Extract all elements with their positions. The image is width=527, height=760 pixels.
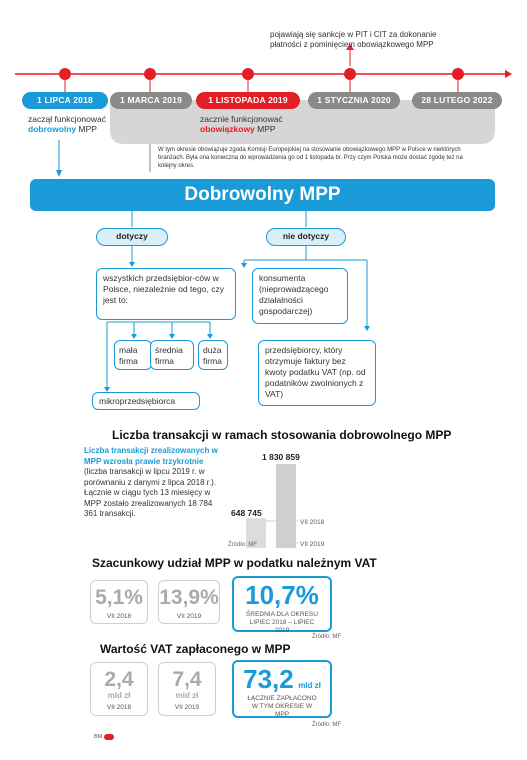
- vat-paid-2018-unit: mld zł: [107, 691, 131, 700]
- vat-share-box-average: [232, 576, 332, 632]
- bar-category-label-1: VII 2018: [300, 519, 325, 526]
- vat-paid-total-unit: mld zł: [298, 681, 321, 690]
- footer-mark: [94, 734, 114, 740]
- voluntary-mpp-title: Dobrowolny MPP: [30, 179, 495, 211]
- vat-share-heading: Szacunkowy udział MPP w podatku należnym VAT: [92, 556, 377, 570]
- logo-icon: [104, 734, 114, 740]
- bar-value-label-2: 1 830 859: [262, 452, 300, 462]
- timeline-dot-1: [59, 68, 71, 80]
- vat-paid-box-2019: [158, 662, 216, 716]
- date-pill-1: 1 LIPCA 2018: [22, 92, 108, 109]
- vat-paid-total-line: [234, 665, 330, 693]
- vat-paid-box-2018: [90, 662, 148, 716]
- timeline-dot-4: [344, 68, 356, 80]
- footer-mark-text: BM: [94, 734, 103, 740]
- vat-share-source: Źródło: MF: [312, 634, 342, 640]
- consumer-box: konsumenta (nieprowadzącego działalności gospodarczej): [252, 268, 348, 324]
- note-voluntary-text-1: zaczął funkcjonować: [28, 114, 106, 124]
- gray-period-note: W tym okresie obowiązuje zgoda Komisji Europejskiej na stosowanie obowiązkowego MPP w Polsce w niektórych branżach. Była ona konieczna do wprowadzenia go od 1 listopada br. Przy czym Polska może dostać zgodę też na kolejny okres.: [158, 147, 463, 169]
- note-mandatory-text-3: MPP: [254, 124, 276, 134]
- micro-box: mikroprzedsiębiorca: [92, 392, 200, 410]
- bar-2: [276, 464, 296, 548]
- bar-category-label-2: VII 2019: [300, 541, 325, 548]
- vat-exempt-box: przedsiębiorcy, który otrzymuje faktury bez kwoty podatku VAT (np. od podatników zwolnionych z VAT): [258, 340, 376, 406]
- vat-paid-total-label: ŁĄCZNIE ZAPŁACONO W TYM OKRESIE W MPP: [247, 695, 317, 718]
- date-pill-4: 1 STYCZNIA 2020: [308, 92, 400, 109]
- vat-paid-2019-label: VII 2019: [174, 704, 200, 711]
- vat-share-average-value: 10,7%: [245, 580, 319, 610]
- not-applies-pill: nie dotyczy: [266, 228, 346, 246]
- vat-share-box-2018: [90, 580, 148, 624]
- note-voluntary: [28, 114, 118, 134]
- date-pill-3: 1 LISTOPADA 2019: [196, 92, 300, 109]
- bar-value-label-1: 648 745: [231, 508, 262, 518]
- vat-share-2019-value: 13,9%: [159, 586, 219, 609]
- transactions-highlight: Liczba transakcji zrealizowanych w MPP wzrosła prawie trzykrotnie: [84, 446, 218, 466]
- medium-firm-box: średnia firma: [150, 340, 194, 370]
- timeline-dot-2: [144, 68, 156, 80]
- note-mandatory: [200, 114, 320, 134]
- vat-share-average-label: ŚREDNIA DLA OKRESU LIPIEC 2018 – LIPIEC 2019: [246, 611, 318, 634]
- timeline-dot-5: [452, 68, 464, 80]
- vat-share-2018-value: 5,1%: [95, 586, 143, 609]
- vat-paid-heading: Wartość VAT zapłaconego w MPP: [100, 642, 291, 656]
- applies-pill: dotyczy: [96, 228, 168, 246]
- applies-box: wszystkich przedsiębior-ców w Polsce, niezależnie od tego, czy jest to:: [96, 268, 236, 320]
- vat-paid-2019-value: 7,4: [172, 668, 202, 691]
- vat-share-box-2019: [158, 580, 220, 624]
- transactions-chart: [230, 448, 340, 553]
- note-mandatory-text-1: zacznie funkcjonować: [200, 114, 283, 124]
- transactions-source: Źródło: MF: [228, 542, 258, 548]
- note-mandatory-text-2: obowiązkowy: [200, 124, 255, 134]
- transactions-body: (liczba transakcji w lipcu 2019 r. w porównaniu z danymi z lipca 2018 r.). Łącznie w ciągu tych 13 miesięcy w MPP zostało zrealizowanych 18 784 361 transakcji.: [84, 467, 217, 518]
- vat-share-2019-label: VII 2019: [176, 613, 202, 620]
- vat-paid-total-value: 73,2: [243, 664, 294, 694]
- transactions-heading: Liczba transakcji w ramach stosowania dobrowolnego MPP: [112, 428, 452, 442]
- note-voluntary-text-2: dobrowolny: [28, 124, 77, 134]
- vat-share-2018-label: VII 2018: [106, 613, 132, 620]
- vat-paid-box-total: [232, 660, 332, 718]
- top-note: pojawiają się sankcje w PIT i CIT za dokonanie płatności z pominięciem obowiązkowego MPP: [270, 30, 437, 49]
- transactions-text: [84, 446, 224, 520]
- note-voluntary-text-3: MPP: [76, 124, 97, 134]
- vat-paid-source: Źródło: MF: [312, 722, 342, 728]
- vat-paid-2018-value: 2,4: [104, 668, 134, 691]
- timeline-dot-3: [242, 68, 254, 80]
- big-firm-box: duża firma: [198, 340, 228, 370]
- vat-paid-2018-label: VII 2018: [106, 704, 132, 711]
- vat-paid-2019-unit: mld zł: [175, 691, 199, 700]
- date-pill-5: 28 LUTEGO 2022: [412, 92, 502, 109]
- small-firm-box: mała firma: [114, 340, 152, 370]
- date-pill-2: 1 MARCA 2019: [110, 92, 192, 109]
